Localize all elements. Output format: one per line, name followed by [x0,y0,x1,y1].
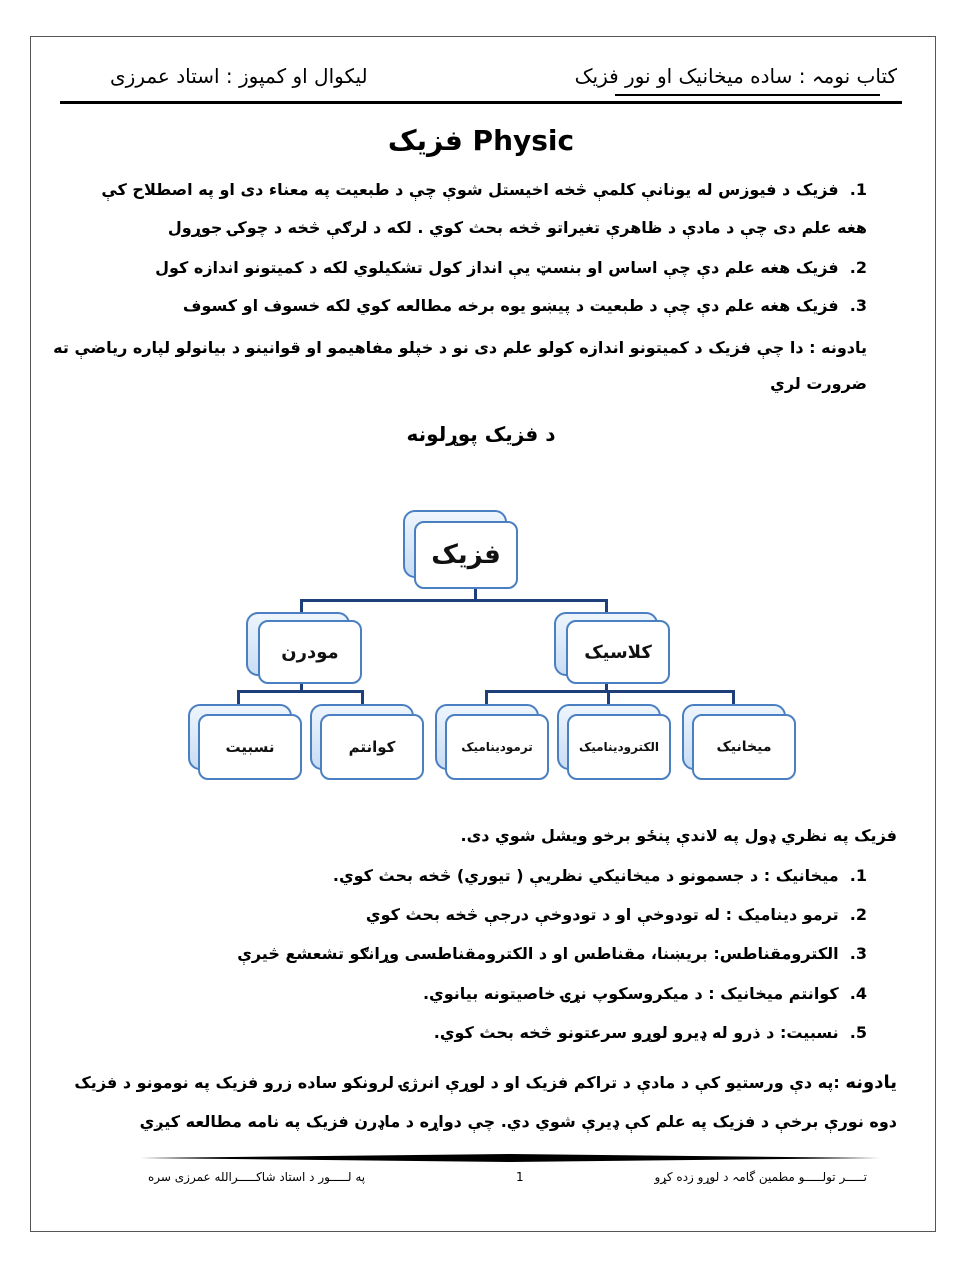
book-name: کتاب نومہ : ساده میخانیک او نور فزیک [574,64,897,88]
theory-item-1 [333,866,867,885]
final-note-label: یادونه [845,1072,897,1093]
thermodynamics-node: ترمودینامیک [445,714,549,780]
theory-item-2-text: ترمو دینامیک : له تودوخې او د تودوخې درجې څخه بحث کوي [365,905,839,924]
connector-classic-horizontal [485,690,735,693]
mechanics-node: میخانیک [692,714,796,780]
theory-lead: فزیک په نظري ډول په لاندې پنځو برخو ویشل شوي دی. [460,826,897,845]
intro-item-2 [155,258,867,277]
connector-to-relativity [237,690,240,705]
intro-item-3-number: 3. [849,296,867,315]
branches-title: د فزیک پوړلونه [406,422,556,446]
connector-top-horizontal [300,599,608,602]
intro-note-line-2: ضرورت لري [770,374,867,393]
intro-item-3-text: فزیک هغه علم دې چې د طبعیت د پیښو یوه برخه مطالعه کوي لکه خسوف او کسوف [182,296,839,315]
theory-item-4-text: کوانتم میخانیک : د میکروسکوپ نړۍ خاصیتونه بیانوي. [422,984,839,1003]
page-border [30,36,936,1232]
theory-item-4-number: 4. [849,984,867,1003]
intro-item-1-line-1 [101,180,867,199]
theory-item-2 [366,905,867,924]
root-node: فزیک [414,521,518,589]
page-number: 1 [516,1170,524,1184]
intro-note-line-1: یادونه : دا چې فزیک د کمیتونو اندازه کولو علم دی نو د خپلو مفاهیمو او قوانینو د بیانولو لپاره ریاضې ته [53,338,867,357]
connector-to-thermodynamics [485,690,488,705]
final-note-text-1: :په دې ورستیو کې د مادې د تراکم فزیک او د لوړې انرژۍ لرونکو ساده زرو فزیک په نومونو د فزیک [74,1073,846,1092]
theory-item-4 [423,984,867,1003]
quantum-node: کوانتم [320,714,424,780]
connector-to-mechanics [732,690,735,705]
footer-left-credit: په لـــــور د استاد شاکـــــرالله عمرزی سره [148,1170,366,1184]
theory-item-5 [434,1023,867,1042]
intro-item-1-number: 1. [849,180,867,199]
header-rule [60,101,902,104]
classic-node: کلاسیک [566,620,670,684]
page-title: فزیک Physic [387,124,575,157]
theory-item-5-text: نسبیت: د ذرو له ډیرو لوړو سرعتونو څخه بحث کوي. [433,1023,839,1042]
connector-to-electrodynamics [607,690,610,705]
theory-item-5-number: 5. [849,1023,867,1042]
final-note-line-1 [74,1072,897,1093]
footer-rule [140,1154,880,1162]
theory-item-1-text: میخانیک : د جسمونو د میخانیکي نظریې ( تیوري) څخه بحث کوي. [332,866,839,885]
theory-item-2-number: 2. [849,905,867,924]
book-name-underline [615,94,880,96]
theory-item-3 [237,944,867,963]
electrodynamics-node: الکترودینامیک [567,714,671,780]
intro-item-2-text: فزیک هغه علم دې چې اساس او بنسټ یې انداز کول تشکیلوي لکه د کمیتونو اندازه کول [155,258,839,277]
intro-item-3 [183,296,867,315]
author-credit: لیکوال او کمپوز : استاد عمرزی [110,64,368,88]
theory-item-1-number: 1. [849,866,867,885]
theory-item-3-text: الکترومقناطس: بریښنا، مقناطس او د الکترومقناطسی وړانګو تشعشع څیرې [237,944,839,963]
intro-item-2-number: 2. [849,258,867,277]
connector-modern-horizontal [237,690,364,693]
footer-right-motto: تـــــر تولـــــو مطمین گامہ د لوړو زده کړو [654,1170,867,1184]
modern-node: مودرن [258,620,362,684]
relativity-node: نسبیت [198,714,302,780]
intro-item-1-text: فزیک د فیوزس له یونانې کلمې څخه اخیستل شوې چې د طبعیت په معناء دی او په اصطلاح کې [101,180,839,199]
theory-item-3-number: 3. [849,944,867,963]
final-note-line-2: دوه نورې برخې د فزیک په علم کې ډیرې شوي دي. چې دواړه د ماډرن فزیک په نامه مطالعه کیږي [139,1112,897,1131]
connector-to-quantum [361,690,364,705]
intro-item-1-line-2: هغه علم دی چې د مادې د ظاهرې تغیراتو څخه بحث کوي . لکه د لرګې څخه د چوکۍ جوړول [167,218,867,237]
